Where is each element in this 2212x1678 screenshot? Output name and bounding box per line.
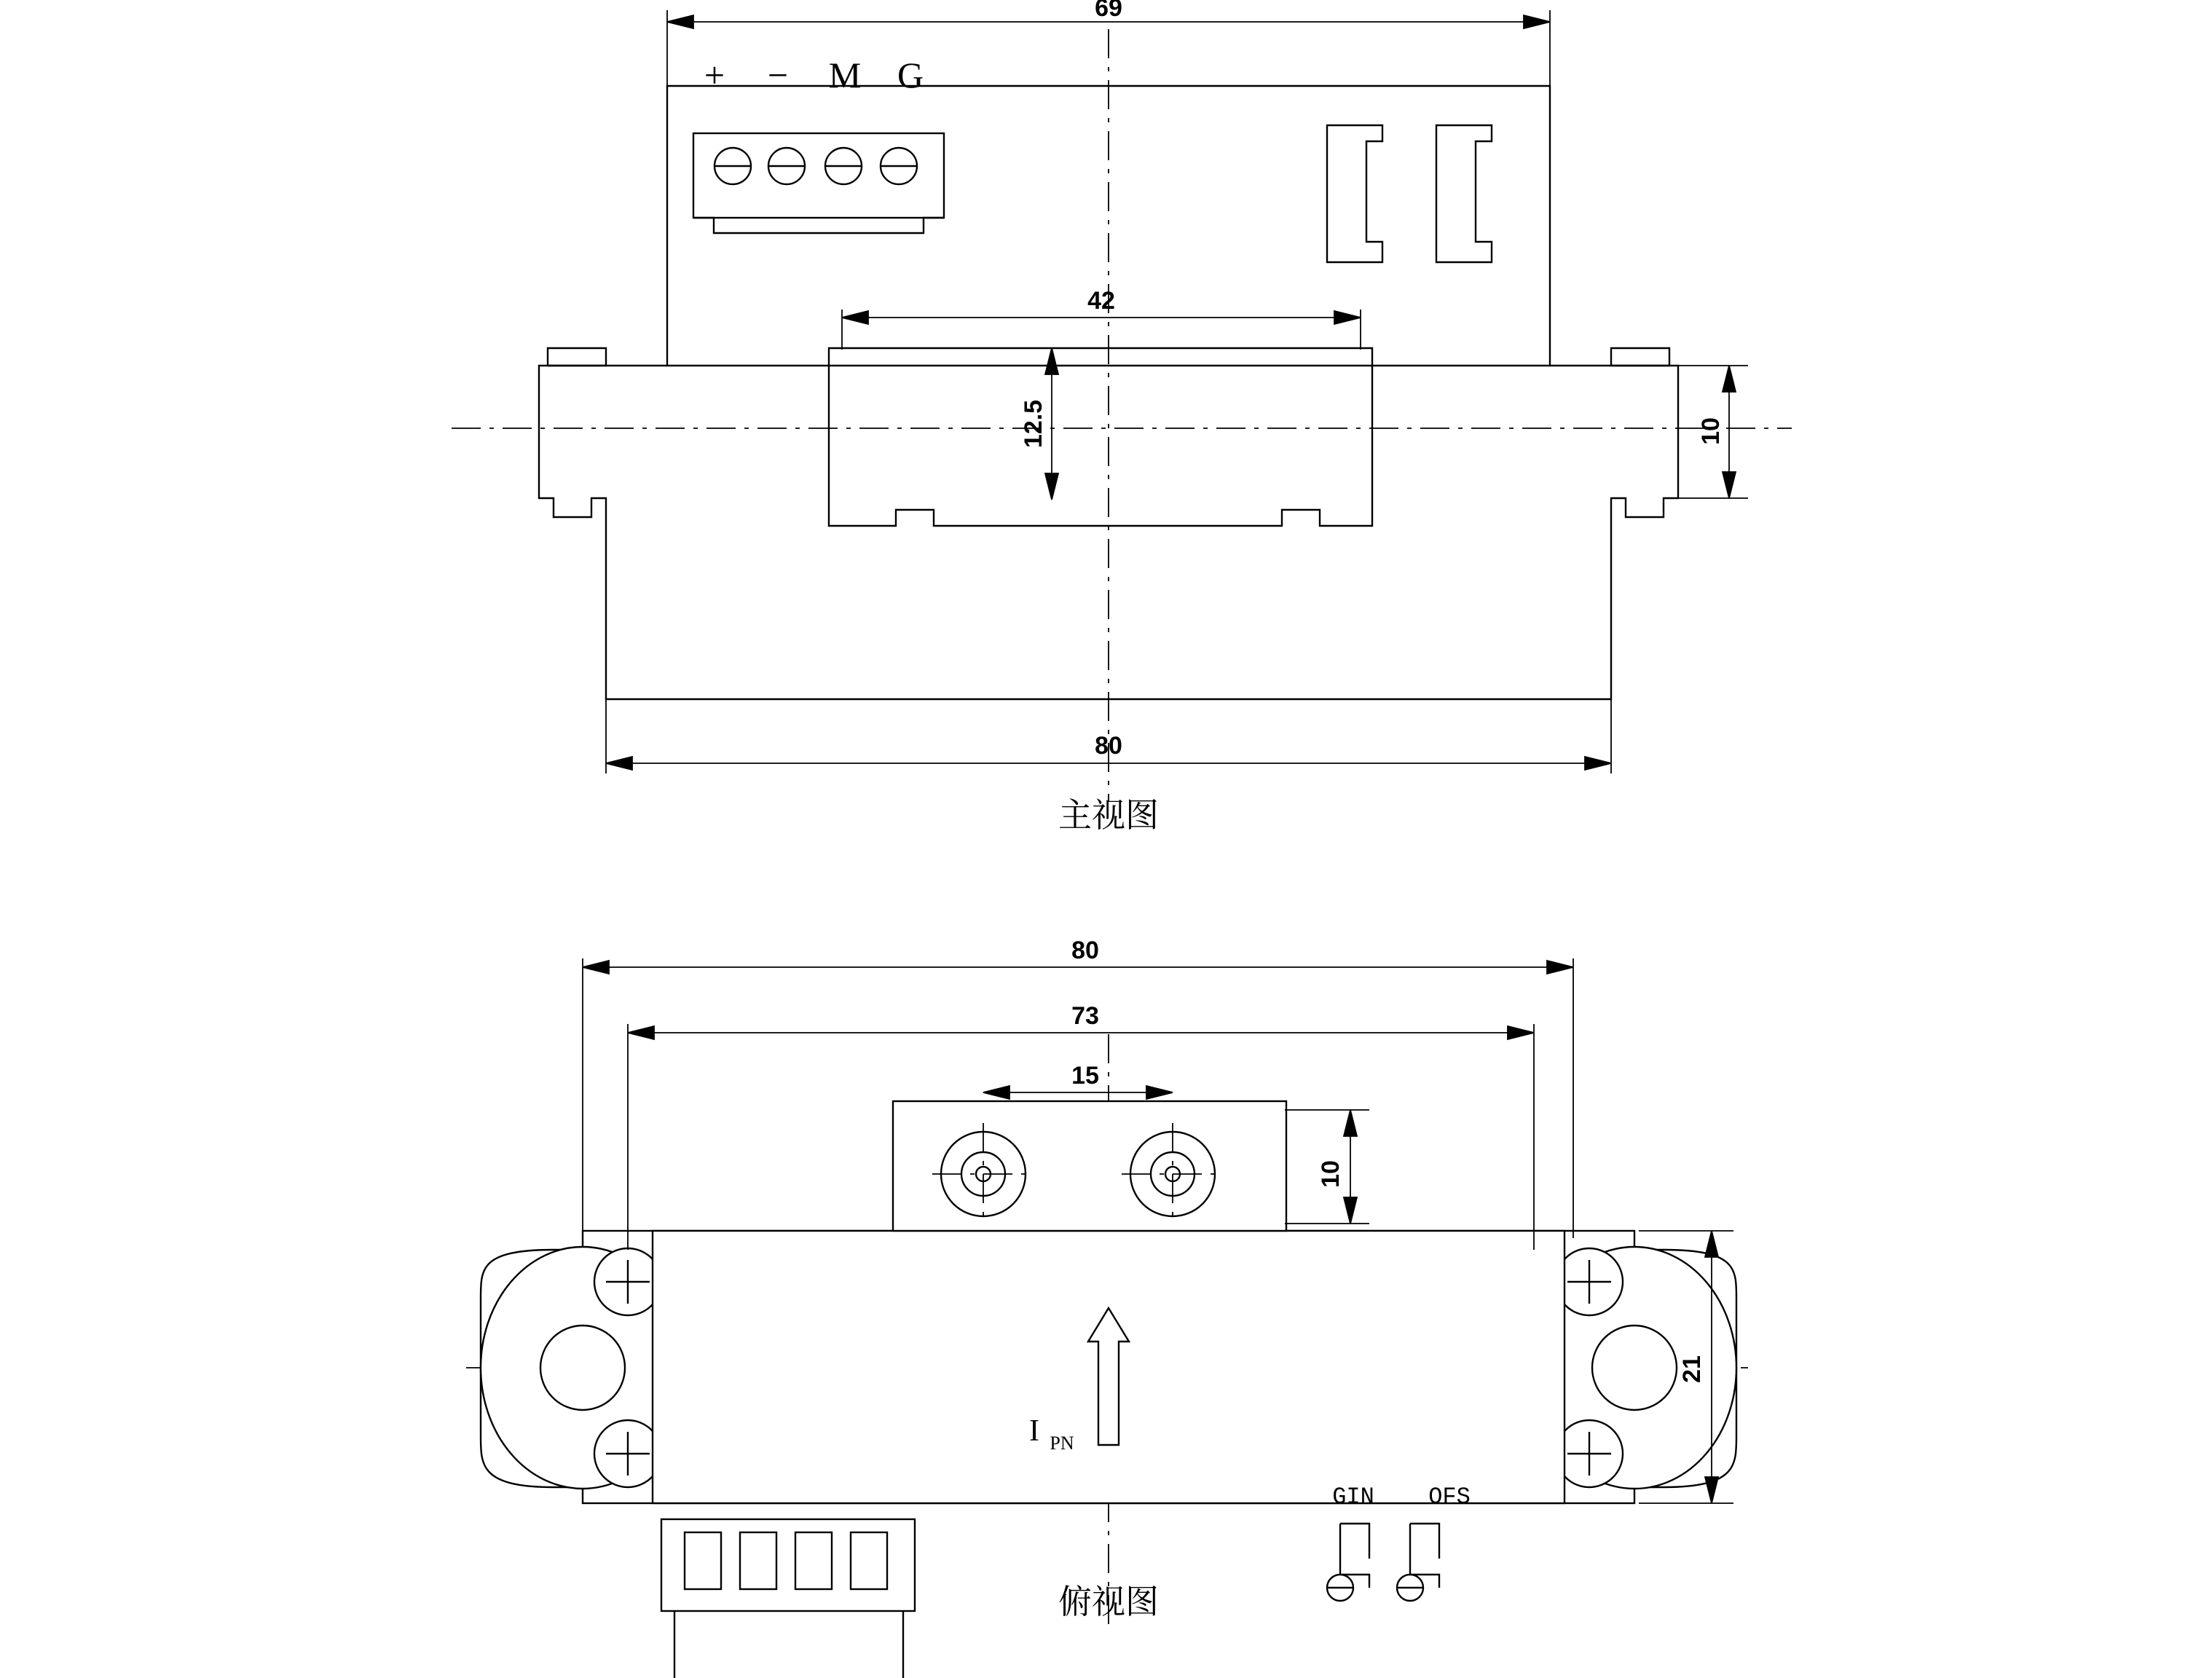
dim-10-top-label: 10 <box>1317 1160 1345 1188</box>
dim-12_5-label: 12.5 <box>1020 399 1047 449</box>
dim-42-group <box>842 310 1361 350</box>
top-view-title: 俯视图 <box>1058 1582 1159 1621</box>
left-center-hole <box>540 1326 625 1410</box>
ofs-label: OFS <box>1428 1484 1471 1510</box>
ofs-top <box>1410 1524 1439 1559</box>
gin-label: GIN <box>1332 1484 1374 1510</box>
dim-10-front-label: 10 <box>1697 417 1725 445</box>
dim-80-front-label: 80 <box>1095 732 1122 760</box>
current-label-ipn: I <box>1029 1414 1039 1448</box>
dim-21-label: 21 <box>1678 1355 1706 1383</box>
front-right-clip-2 <box>1436 125 1492 262</box>
terminal-block-body <box>693 133 944 218</box>
front-view-title: 主视图 <box>1058 795 1159 835</box>
dim-15-label: 15 <box>1071 1062 1099 1090</box>
dim-80-top-label: 80 <box>1071 937 1099 964</box>
front-rail-slot <box>829 348 1372 526</box>
bottom-terminal-slot-2 <box>740 1532 776 1589</box>
bottom-terminal-slot-4 <box>851 1532 887 1589</box>
terminal-label-minus: − <box>767 55 789 95</box>
right-center-hole <box>1592 1326 1677 1410</box>
terminal-label-plus: + <box>704 55 725 95</box>
bottom-terminal-slot-3 <box>795 1532 832 1589</box>
terminal-label-m: M <box>828 55 862 95</box>
front-view-group <box>452 0 1792 835</box>
dim-69-label: 69 <box>1095 0 1122 22</box>
bottom-terminal-slot-1 <box>685 1532 721 1589</box>
front-right-clip-1 <box>1327 125 1382 262</box>
gin-top <box>1340 1524 1369 1559</box>
top-view-group <box>466 937 1748 1678</box>
terminal-label-g: G <box>897 55 924 95</box>
dim-73-label: 73 <box>1071 1002 1099 1030</box>
front-left-tab <box>548 348 606 366</box>
dim-42-label: 42 <box>1087 287 1115 315</box>
terminal-block-base <box>693 218 944 233</box>
bottom-terminal-legs <box>674 1611 903 1678</box>
current-label-ipn-sub: PN <box>1050 1433 1074 1454</box>
front-right-tab <box>1611 348 1669 366</box>
